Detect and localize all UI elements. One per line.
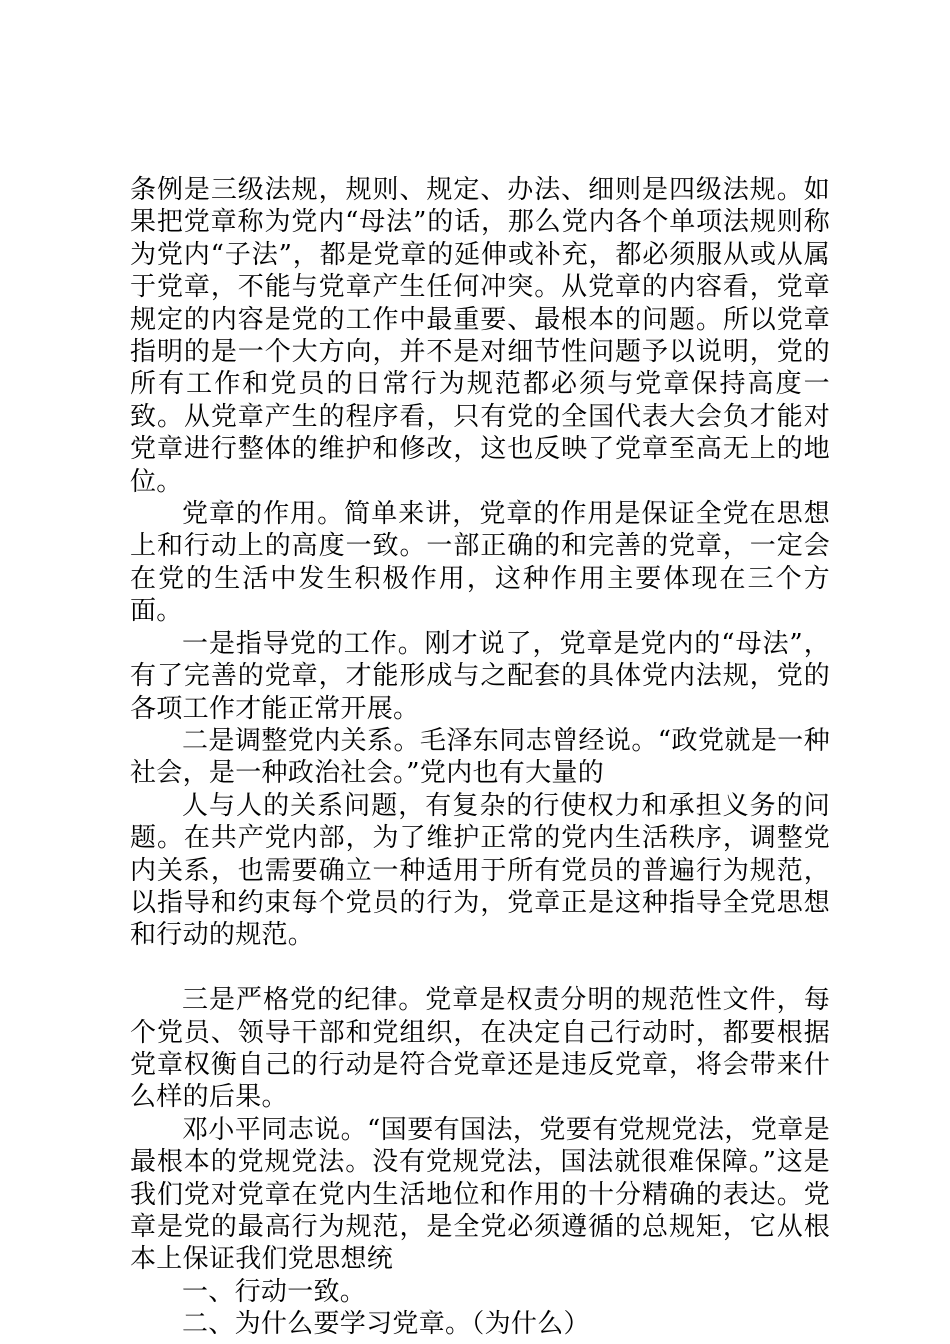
document-body bbox=[130, 174, 830, 1341]
paragraph-8: 一、行动一致。 bbox=[182, 1276, 367, 1307]
paragraph-5: 人与人的关系问题，有复杂的行使权力和承担义务的问题。在共产党内部，为了维护正常的党内生活秩序，调整党内关系，也需要确立一种适用于所有党员的普遍行为规范，以指导和约束每个党员的行为，党章正是这种指导全党思想和行动的规范。 bbox=[130, 790, 830, 951]
paragraph-4: 二是调整党内关系。毛泽东同志曾经说。“政党就是一种社会，是一种政治社会。”党内也有大量的 bbox=[130, 725, 830, 789]
blank-line bbox=[130, 952, 830, 984]
paragraph-3: 一是指导党的工作。刚才说了，党章是党内的“母法”，有了完善的党章，才能形成与之配套的具体党内法规，党的各项工作才能正常开展。 bbox=[130, 628, 830, 724]
paragraph-6: 三是严格党的纪律。党章是权责分明的规范性文件，每个党员、领导干部和党组织，在决定自己行动时，都要根据党章权衡自己的行动是符合党章还是违反党章，将会带来什么样的后果。 bbox=[130, 985, 830, 1113]
paragraph-9: 二、为什么要学习党章。（为什么） bbox=[182, 1309, 590, 1340]
paragraph-1: 条例是三级法规，规则、规定、办法、细则是四级法规。如果把党章称为党内“母法”的话，那么党内各个单项法规则称为党内“子法”，都是党章的延伸或补充，都必须服从或从属于党章，不能与党章产生任何冲突。从党章的内容看，党章规定的内容是党的工作中最重要、最根本的问题。所以党章指明的是一个大方向，并不是对细节性问题予以说明，党的所有工作和党员的日常行为规范都必须与党章保持高度一致。从党章产生的程序看，只有党的全国代表大会负才能对党章进行整体的维护和修改，这也反映了党章至高无上的地位。 bbox=[130, 175, 830, 497]
paragraph-7: 邓小平同志说。“国要有国法，党要有党规党法，党章是最根本的党规党法。没有党规党法，国法就很难保障。”这是我们党对党章在党内生活地位和作用的十分精确的表达。党章是党的最高行为规范，是全党必须遵循的总规矩，它从根本上保证我们党思想统 bbox=[130, 1114, 830, 1275]
paragraph-2: 党章的作用。简单来讲，党章的作用是保证全党在思想上和行动上的高度一致。一部正确的和完善的党章，一定会在党的生活中发生积极作用，这种作用主要体现在三个方面。 bbox=[130, 499, 830, 627]
